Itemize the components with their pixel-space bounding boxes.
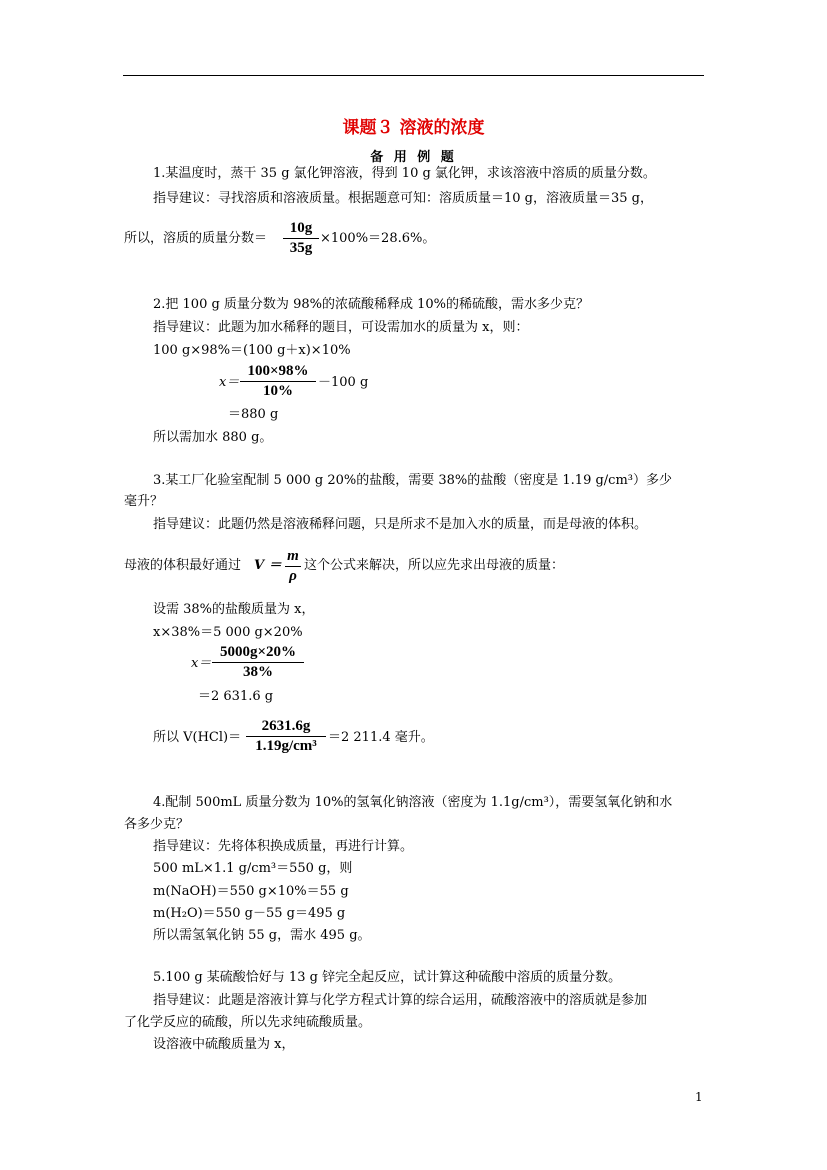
q3-question-line2: 毫升？ [124, 494, 164, 509]
q3-fraction-numerator: 5000g×20% [219, 644, 297, 660]
q4-conclusion: 所以需氢氧化钠 55 g，需水 495 g。 [153, 928, 371, 943]
q3-fraction-denominator: 38% [243, 664, 273, 680]
q1-fraction-denominator: 35g [289, 240, 313, 256]
q2-fraction-numerator: 100×98% [247, 363, 309, 379]
q4-guide: 指导建议：先将体积换成质量，再进行计算。 [153, 839, 414, 854]
q2-conclusion: 所以需加水 880 g。 [153, 430, 273, 445]
q1-answer-prefix: 所以，溶质的质量分数＝ [124, 231, 268, 246]
q5-guide-line1: 指导建议：此题是溶液计算与化学方程式计算的综合运用，硫酸溶液中的溶质就是参加 [153, 993, 648, 1008]
q3-x-equals: x＝ [191, 656, 212, 671]
q5-question: 5.100 g 某硫酸恰好与 13 g 锌完全起反应，试计算这种硫酸中溶质的质量分数。 [153, 970, 622, 985]
section-subtitle: 备 用 例 题 [370, 150, 457, 165]
page-title: 课题３ 溶液的浓度 [342, 118, 485, 138]
q2-question: 2.把 100 g 质量分数为 98%的浓硫酸稀释成 10%的稀硫酸，需水多少克？ [153, 297, 589, 312]
q3-formula-prefix: 母液的体积最好通过 [124, 558, 242, 573]
q4-equation-3: m(H₂O)＝550 g－55 g＝495 g [153, 906, 346, 921]
q4-question-line2: 各多少克？ [124, 817, 190, 832]
q2-fraction-bar [240, 381, 316, 382]
q1-question: 1.某温度时，蒸干 35 g 氯化钾溶液，得到 10 g 氯化钾，求该溶液中溶质的质量分数。 [153, 166, 656, 181]
q3-v-symbol: V ＝ [254, 558, 282, 573]
q2-after-fraction: －100 g [318, 375, 369, 390]
q2-fraction-denominator: 10% [263, 383, 293, 399]
q2-guide: 指导建议：此题为加水稀释的题目，可设需加水的质量为 x，则： [153, 320, 529, 335]
q1-fraction-numerator: 10g [289, 220, 313, 236]
q3-result: ＝2 631.6 g [198, 689, 274, 704]
q4-question-line1: 4.配制 500mL 质量分数为 10%的氢氧化钠溶液（密度为 1.1g/cm³），需要氢氧化钠和水 [153, 795, 673, 810]
q2-fraction [240, 363, 316, 400]
q3-guide: 指导建议：此题仍然是溶液稀释问题，只是所求不是加入水的质量，而是母液的体积。 [153, 517, 648, 532]
q3-setup: 设需 38%的盐酸质量为 x， [153, 602, 315, 617]
q3-volume-fraction [246, 718, 326, 755]
q3-fraction-bar [212, 662, 304, 663]
q3-volume-numerator: 2631.6g [261, 718, 311, 734]
q2-equation: 100 g×98%＝(100 g＋x)×10% [153, 343, 351, 358]
header-rule [123, 75, 704, 76]
q3-fraction [212, 644, 304, 681]
q4-equation-1: 500 mL×1.1 g/cm³＝550 g，则 [153, 861, 353, 876]
q5-setup: 设溶液中硫酸质量为 x， [153, 1037, 295, 1052]
q2-result: ＝880 g [228, 407, 279, 422]
q3-density-numerator: m [287, 548, 299, 564]
q1-fraction [283, 220, 319, 257]
q3-volume-denominator: 1.19g/cm³ [255, 738, 317, 754]
q3-density-fraction [285, 548, 301, 585]
q3-density-bar [285, 566, 301, 567]
q1-answer-suffix: ×100%＝28.6%。 [320, 231, 436, 246]
q5-guide-line2: 了化学反应的硫酸，所以先求纯硫酸质量。 [124, 1015, 372, 1030]
q3-equation: x×38%＝5 000 g×20% [153, 625, 303, 640]
q1-fraction-bar [283, 238, 319, 239]
q2-x-equals: x＝ [219, 375, 240, 390]
q4-equation-2: m(NaOH)＝550 g×10%＝55 g [153, 884, 349, 899]
q3-volume-bar [246, 736, 326, 737]
q3-question-line1: 3.某工厂化验室配制 5 000 g 20%的盐酸，需要 38%的盐酸（密度是 1.19 g/cm³）多少 [153, 473, 672, 488]
q3-volume-result: ＝2 211.4 毫升。 [328, 730, 434, 745]
q3-formula-suffix: 这个公式来解决，所以应先求出母液的质量： [304, 558, 565, 573]
q1-guide: 指导建议：寻找溶质和溶液质量。根据题意可知：溶质质量＝10 g，溶液质量＝35 g， [153, 191, 653, 206]
q3-volume-prefix: 所以 V(HCl)＝ [153, 730, 242, 745]
q3-density-denominator: ρ [289, 568, 297, 584]
page-number: 1 [695, 1090, 703, 1104]
